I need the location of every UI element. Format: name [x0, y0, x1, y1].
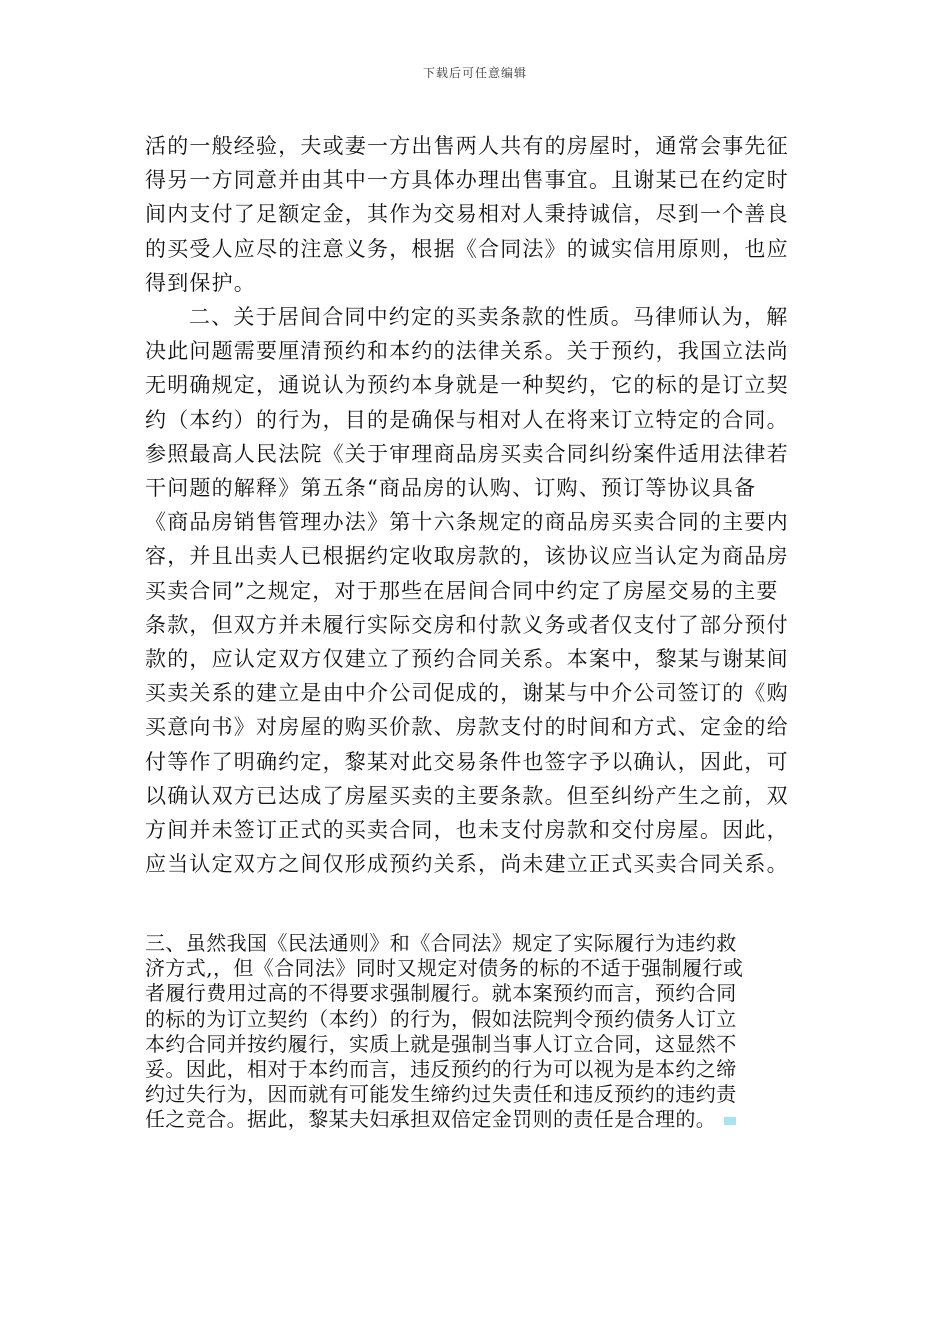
text-line: 无明确规定，通说认为预约本身就是一种契约，它的标的是订立契 — [145, 373, 789, 398]
text-line: 买意向书》对房屋的购买价款、房款支付的时间和方式、定金的给 — [145, 715, 789, 740]
paragraph-2 — [145, 300, 805, 881]
text-line: 条款，但双方并未履行实际交房和付款义务或者仅支付了部分预付 — [145, 612, 789, 637]
text-line: 以确认双方已达成了房屋买卖的主要条款。但至纠纷产生之前，双 — [145, 783, 789, 808]
body-text — [145, 129, 805, 881]
text-line: 干问题的解释》第五条“商品房的认购、订购、预订等协议具备 — [145, 476, 757, 501]
text-line: 约（本约）的行为，目的是确保与相对人在将来订立特定的合同。 — [145, 407, 789, 432]
end-marker — [724, 1117, 736, 1125]
text-line: 参照最高人民法院《关于审理商品房买卖合同纠纷案件适用法律若 — [145, 441, 789, 466]
text-line: 买卖合同”之规定，对于那些在居间合同中约定了房屋交易的主要 — [145, 578, 779, 603]
text-line: 买卖关系的建立是由中介公司促成的，谢某与中介公司签订的《购 — [145, 681, 789, 706]
text-line: 二、关于居间合同中约定的买卖条款的性质。马律师认为，解 — [189, 305, 789, 330]
text-line: 款的，应认定双方仅建立了预约合同关系。本案中，黎某与谢某间 — [145, 647, 789, 672]
page-header: 下载后可任意编辑 — [422, 66, 527, 80]
text-line: 妥。因此，相对于本约而言，违反预约的行为可以视为是本约之缔 — [145, 1057, 737, 1082]
paragraph-1 — [145, 129, 805, 300]
text-line: 得另一方同意并由其中一方具体办理出售事宜。且谢某已在约定时 — [145, 168, 789, 193]
text-line: 容，并且出卖人已根据约定收取房款的，该协议应当认定为商品房 — [145, 544, 789, 569]
text-line: 的标的为订立契约（本约）的行为，假如法院判令预约债务人订立 — [145, 1006, 737, 1031]
text-line: 方间并未签订正式的买卖合同，也未支付房款和交付房屋。因此， — [145, 818, 789, 843]
text-line: 者履行费用过高的不得要求强制履行。就本案预约而言，预约合同 — [145, 981, 737, 1006]
text-line: 间内支付了足额定金，其作为交易相对人秉持诚信，尽到一个善良 — [145, 202, 789, 227]
text-line-content: 任之竞合。据此，黎某夫妇承担双倍定金罚则的责任是合理的。 — [145, 1107, 717, 1132]
text-line: 的买受人应尽的注意义务，根据《合同法》的诚实信用原则，也应 — [145, 236, 789, 261]
text-line: 济方式,，但《合同法》同时又规定对债务的标的不适于强制履行或 — [145, 956, 744, 981]
text-line: 应当认定双方之间仅形成预约关系，尚未建立正式买卖合同关系。 — [145, 852, 789, 877]
text-line: 三、虽然我国《民法通则》和《合同法》规定了实际履行为违约救 — [145, 931, 737, 955]
text-line: 决此问题需要厘清预约和本约的法律关系。关于预约，我国立法尚 — [145, 339, 789, 364]
text-line: 付等作了明确约定，黎某对此交易条件也签字予以确认，因此，可 — [145, 749, 789, 774]
text-line: 本约合同并按约履行，实质上就是强制当事人订立合同，这显然不 — [145, 1031, 737, 1056]
text-line: 约过失行为，因而就有可能发生缔约过失责任和违反预约的违约责 — [145, 1082, 737, 1107]
text-line-last — [145, 1107, 805, 1132]
text-line: 《商品房销售管理办法》第十六条规定的商品房买卖合同的主要内 — [145, 510, 789, 535]
text-line: 得到保护。 — [145, 270, 256, 295]
paragraph-3 — [145, 931, 805, 1133]
text-line: 活的一般经验，夫或妻一方出售两人共有的房屋时，通常会事先征 — [145, 134, 789, 158]
